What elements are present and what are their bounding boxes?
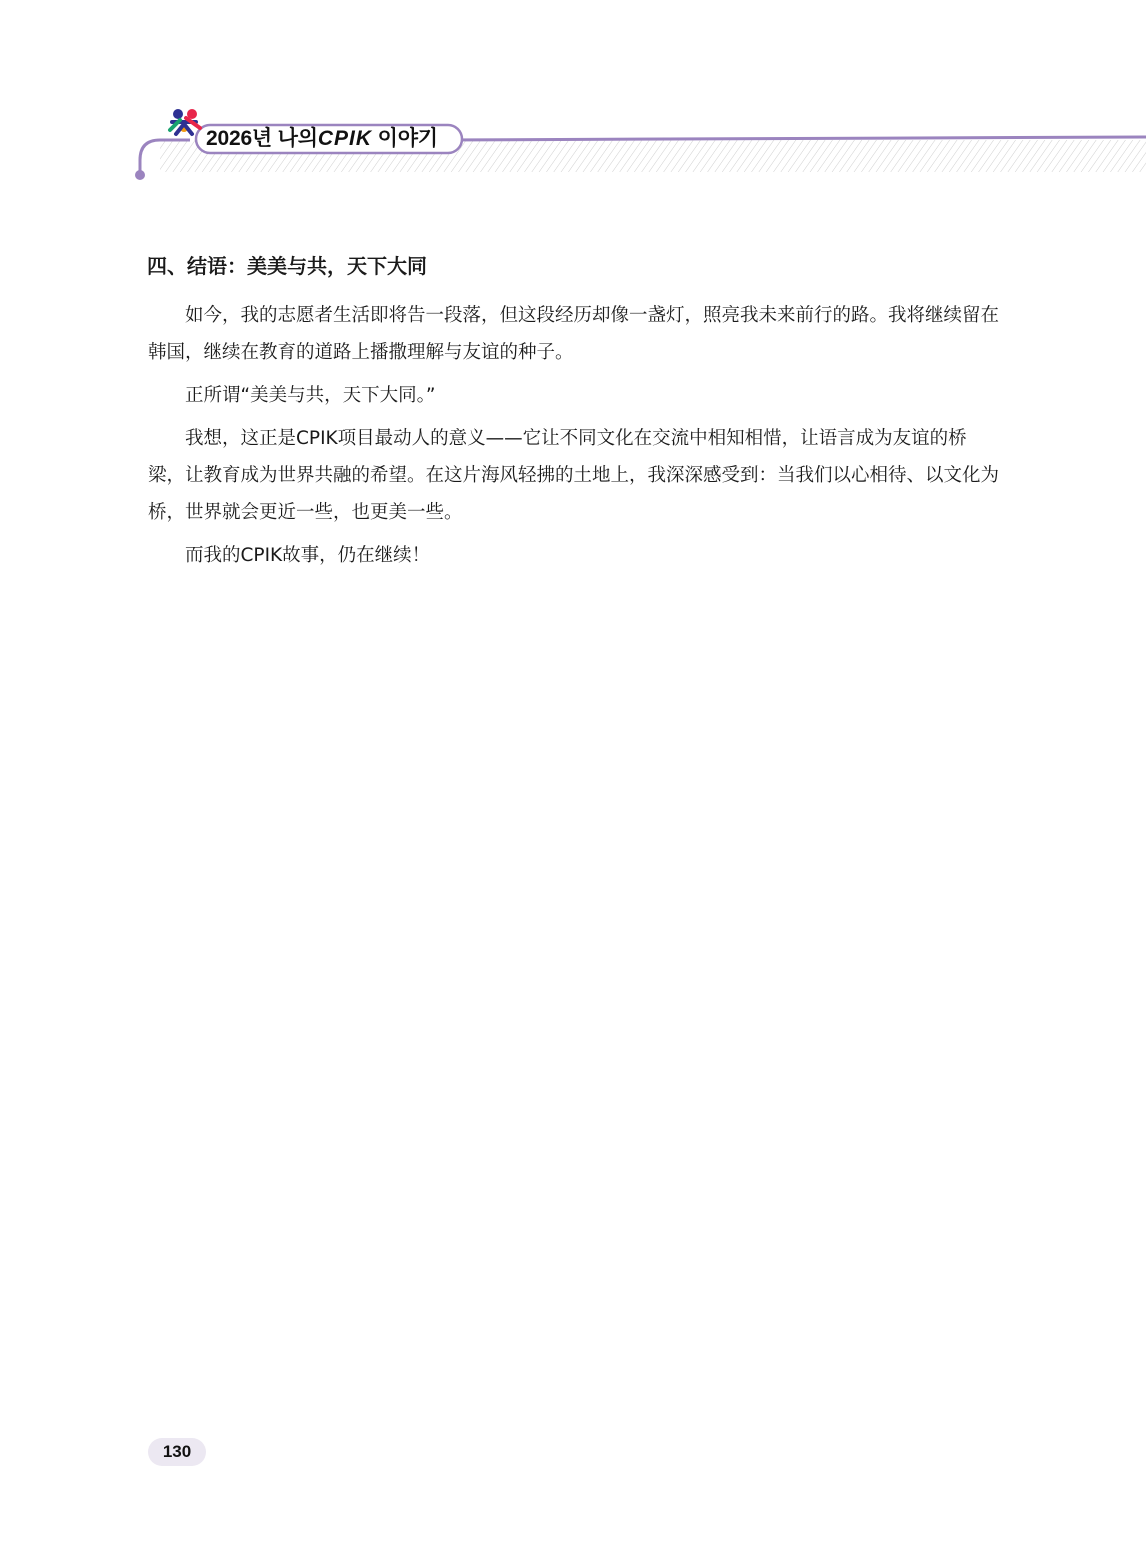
header-title-brand: CPIK	[317, 127, 372, 150]
header-decoration	[0, 0, 1146, 190]
header-title-prefix: 2026년 나의	[206, 127, 318, 150]
header-title-suffix: 이야기	[372, 127, 438, 150]
paragraph: 正所谓“美美与共，天下大同。”	[185, 385, 436, 406]
page-number-badge: 130	[148, 1438, 206, 1466]
paragraph: 而我的CPIK故事，仍在继续！	[185, 545, 431, 566]
header-title	[206, 124, 438, 154]
paragraph: 我想，这正是CPIK项目最动人的意义——它让不同文化在交流中相知相惜，让语言成为友谊的桥梁，让教育成为世界共融的希望。在这片海风轻拂的土地上，我深深感受到：当我们以心相待、以文化为桥，世界就会更近一些，也更美一些。	[148, 428, 1000, 523]
section-heading: 四、结语：美美与共，天下大同	[147, 254, 427, 278]
people-star-logo-icon	[170, 109, 200, 134]
body-text	[148, 297, 1000, 580]
paragraph: 如今，我的志愿者生活即将告一段落，但这段经历却像一盏灯，照亮我未来前行的路。我将继续留在韩国，继续在教育的道路上播撒理解与友谊的种子。	[148, 305, 1000, 363]
